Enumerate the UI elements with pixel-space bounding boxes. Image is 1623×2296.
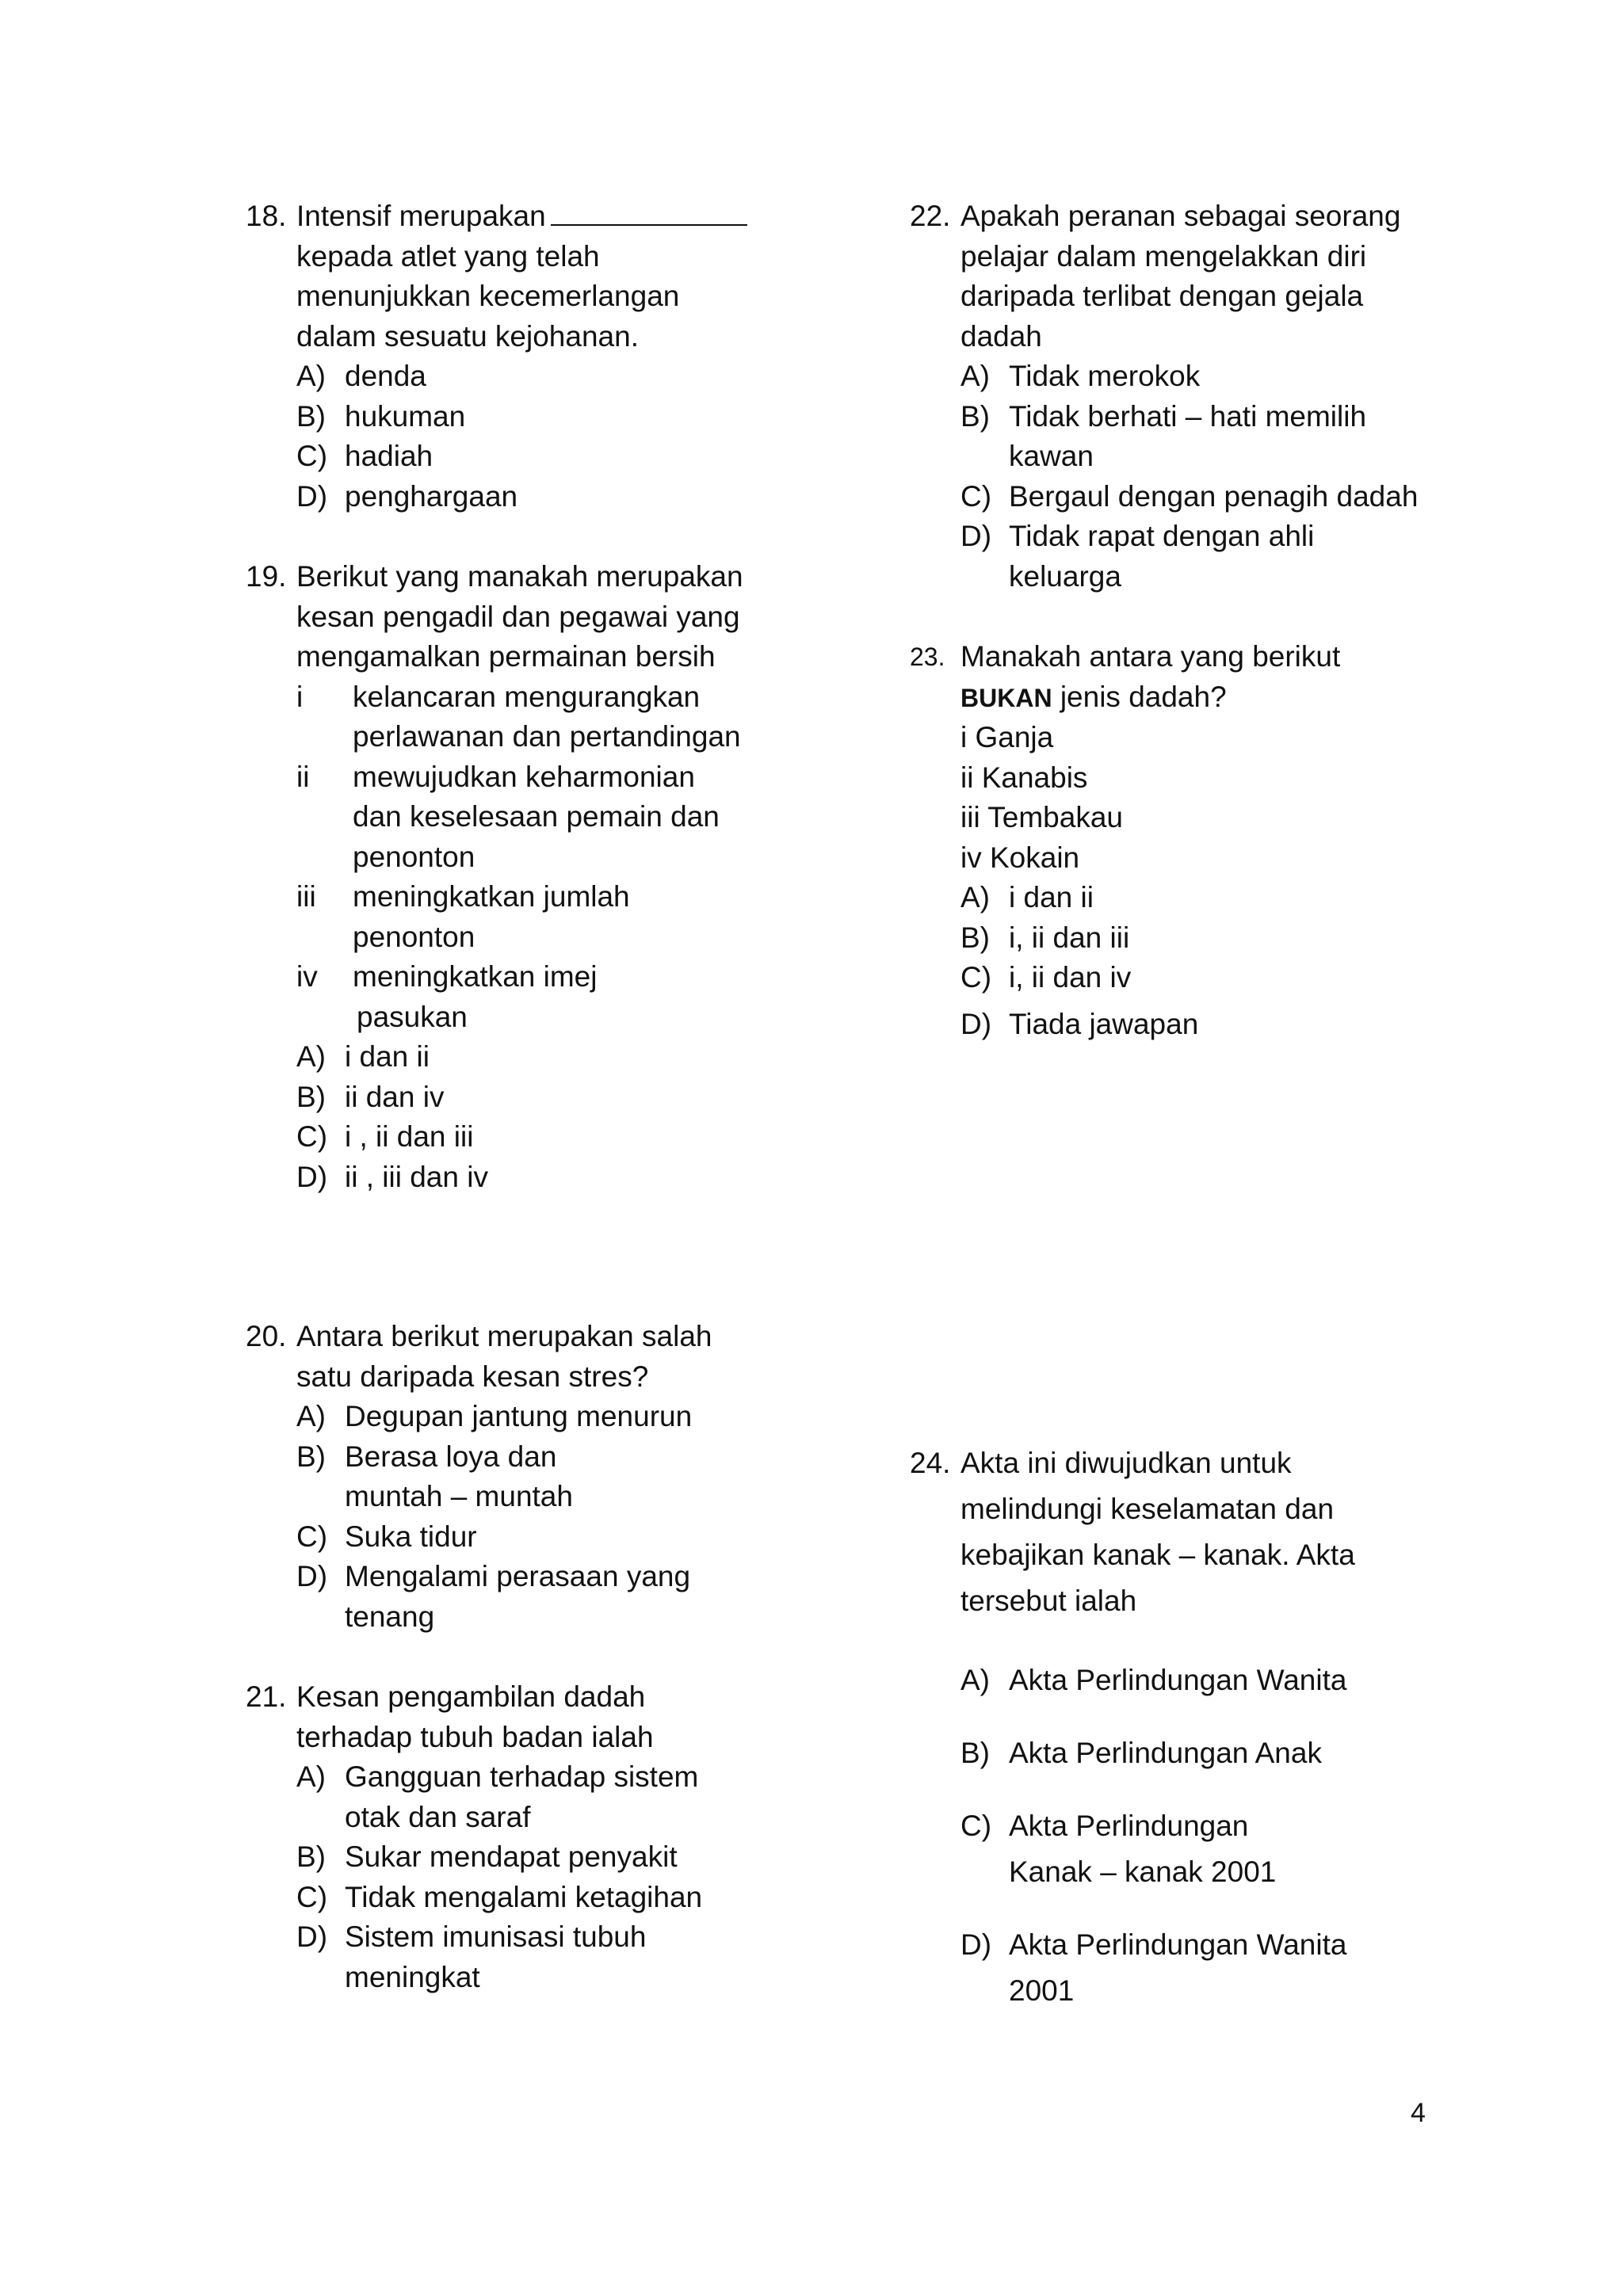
option-b: B) Sukar mendapat penyakit xyxy=(296,1840,678,1873)
question-text: dadah xyxy=(960,319,1042,353)
question-20: 20. Antara berikut merupakan salah satu daripada kesan stres? A) Degupan jantung menurun B) Berasa loya dan muntah – muntah C) Suka tidur D) Mengalami perasaan yang tenang xyxy=(246,1317,816,1637)
option-c: C) hadiah xyxy=(296,440,433,472)
option-b: B) ii dan iv xyxy=(296,1080,445,1113)
answer-blank xyxy=(551,197,747,226)
option-a: A) Gangguan terhadap sistem xyxy=(296,1760,699,1793)
option-c: C) i, ii dan iv xyxy=(960,961,1132,994)
question-number: 23. xyxy=(910,643,945,671)
option-d: D) ii , iii dan iv xyxy=(296,1160,488,1193)
question-text: melindungi keselamatan dan xyxy=(960,1493,1335,1525)
question-text: pelajar dalam mengelakkan diri xyxy=(960,239,1367,273)
question-text: daripada terlibat dengan gejala xyxy=(960,280,1364,312)
question-text: Manakah antara yang berikut xyxy=(960,640,1341,673)
question-text: menunjukkan kecemerlangan xyxy=(296,280,680,312)
option-d: D) Sistem imunisasi tubuh xyxy=(296,1920,647,1953)
option-d: D) Tiada jawapan xyxy=(960,1007,1199,1040)
statement-ii: ii mewujudkan keharmonian xyxy=(296,760,695,793)
option-c: C) Suka tidur xyxy=(296,1520,477,1553)
list-item: iv Kokain xyxy=(960,841,1080,874)
option-a: A) denda xyxy=(296,360,426,392)
option-a: A) i dan ii xyxy=(296,1040,430,1073)
question-text: BUKAN jenis dadah? xyxy=(960,680,1227,713)
question-19: 19. Berikut yang manakah merupakan kesan pengadil dan pegawai yang mengamalkan permainan bersih i kelancaran mengurangkan perlawanan dan pertandingan ii mewujudkan keharmonian dan keselesaan pemain dan penonton iii meningkatkan jumlah penonton iv meningkatkan imej pasukan A) i dan ii B) ii dan iv C) i , ii dan iii D) ii , iii dan iv xyxy=(246,557,816,1197)
option-b: B) i, ii dan iii xyxy=(960,921,1130,954)
question-text: mengamalkan permainan bersih xyxy=(296,640,716,673)
page-number: 4 xyxy=(1411,2098,1426,2128)
option-c: C) i , ii dan iii xyxy=(296,1120,474,1153)
question-text: terhadap tubuh badan ialah xyxy=(296,1720,654,1753)
option-b: B) Akta Perlindungan Anak xyxy=(960,1737,1322,1769)
statement-iv: iv meningkatkan imej xyxy=(296,960,598,993)
option-c: C) Akta Perlindungan xyxy=(960,1810,1249,1842)
question-23 xyxy=(910,637,1480,1044)
question-24: 24. Akta ini diwujudkan untuk melindungi keselamatan dan kebajikan kanak – kanak. Akta tersebut ialah A) Akta Perlindungan Wanita B) Akta Perlindungan Anak C) Akta Perlindungan Kanak – kanak 2001 D) Akta Perlindungan Wanita 2001 xyxy=(910,1440,1480,2014)
question-text: kepada atlet yang telah xyxy=(296,239,600,273)
question-21: 21. Kesan pengambilan dadah terhadap tubuh badan ialah A) Gangguan terhadap sistem otak dan saraf B) Sukar mendapat penyakit C) Tidak mengalami ketagihan D) Sistem imunisasi tubuh meningkat xyxy=(246,1677,816,1997)
question-text: dalam sesuatu kejohanan. xyxy=(296,319,639,353)
question-text: tersebut ialah xyxy=(960,1585,1137,1617)
list-item: iii Tembakau xyxy=(960,801,1123,833)
option-b: B) Berasa loya dan xyxy=(296,1440,557,1473)
option-c: C) Tidak mengalami ketagihan xyxy=(296,1880,703,1913)
question-number: 21. xyxy=(246,1680,287,1713)
question-number: 20. xyxy=(246,1320,287,1352)
question-text: Akta ini diwujudkan untuk xyxy=(960,1447,1292,1479)
statement-iii: iii meningkatkan jumlah xyxy=(296,880,630,913)
option-b: B) Tidak berhati – hati memilih xyxy=(960,399,1367,433)
option-a: A) Degupan jantung menurun xyxy=(296,1400,693,1432)
option-d: D) Tidak rapat dengan ahli xyxy=(960,520,1315,552)
option-c: C) Bergaul dengan penagih dadah xyxy=(960,479,1419,513)
option-a: A) i dan ii xyxy=(960,881,1094,913)
list-item: i Ganja xyxy=(960,721,1054,753)
option-d: D) Mengalami perasaan yang xyxy=(296,1560,691,1592)
question-number: 19. xyxy=(246,560,287,593)
question-text: Intensif merupakan xyxy=(296,200,546,232)
question-text: Apakah peranan sebagai seorang xyxy=(960,200,1401,232)
question-22: 22. Apakah peranan sebagai seorang pelajar dalam mengelakkan diri daripada terlibat dengan gejala dadah A) Tidak merokok B) Tidak berhati – hati memilih kawan C) Bergaul dengan penagih dadah D) Tidak rapat dengan ahli keluarga xyxy=(910,196,1480,597)
option-d: D) penghargaan xyxy=(296,479,518,513)
question-text: kebajikan kanak – kanak. Akta xyxy=(960,1539,1355,1571)
option-d: D) Akta Perlindungan Wanita xyxy=(960,1928,1347,1961)
question-18 xyxy=(246,196,816,517)
question-text: Kesan pengambilan dadah xyxy=(296,1680,646,1713)
question-text: kesan pengadil dan pegawai yang xyxy=(296,600,740,633)
option-a: A) Tidak merokok xyxy=(960,360,1201,392)
question-number: 18. xyxy=(246,200,287,232)
question-number: 22. xyxy=(910,200,951,232)
option-a: A) Akta Perlindungan Wanita xyxy=(960,1664,1347,1696)
list-item: ii Kanabis xyxy=(960,761,1088,794)
bold-emphasis: BUKAN xyxy=(960,683,1052,712)
question-number: 24. xyxy=(910,1447,951,1479)
question-text: Antara berikut merupakan salah xyxy=(296,1320,712,1352)
statement-i: i kelancaran mengurangkan xyxy=(296,680,701,713)
option-b: B) hukuman xyxy=(296,399,466,433)
question-text: Berikut yang manakah merupakan xyxy=(296,560,743,593)
question-text: satu daripada kesan stres? xyxy=(296,1360,649,1393)
